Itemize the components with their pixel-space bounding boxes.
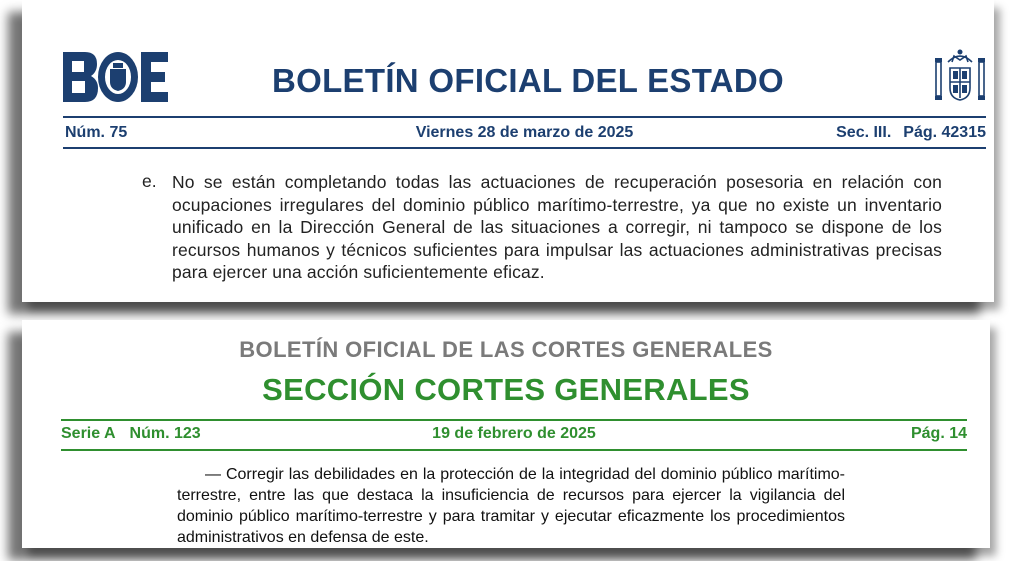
boe-logo-icon: [63, 52, 168, 102]
bocg-excerpt: [22, 320, 990, 548]
page-number: Pág. 14: [910, 425, 967, 442]
list-item: [142, 171, 942, 284]
series-label: Serie A: [61, 425, 116, 442]
header-rule-bottom: [61, 449, 967, 451]
bulletin-title: BOLETÍN OFICIAL DEL ESTADO: [272, 62, 784, 99]
section-label: Sec. III.: [836, 124, 892, 141]
issue-number: Núm. 75: [65, 124, 128, 141]
header-rule-top: [61, 419, 967, 421]
list-marker: e.: [142, 171, 157, 191]
section-title: SECCIÓN CORTES GENERALES: [262, 372, 750, 407]
header-meta: [63, 124, 986, 144]
header-rule-bottom: [63, 147, 986, 149]
issue-number: Núm. 123: [129, 425, 201, 442]
issue-date: 19 de febrero de 2025: [432, 425, 596, 442]
boe-excerpt: [22, 0, 994, 302]
page-number: Pág. 42315: [903, 124, 986, 141]
bulletin-title: BOLETÍN OFICIAL DE LAS CORTES GENERALES: [239, 337, 773, 362]
header-meta: [61, 425, 967, 445]
paragraph: No se están completando todas las actuaciones de recuperación posesoria en relación con ocupaciones irregulares del dominio público marítimo-terrestre, ya que no existe un inventario unificado en la Dirección General de las situaciones a corregir, ni tampoco se dispone de los recursos humanos y técnicos suficientes para impulsar las actuaciones administrativas precisas para ejercer una acción suficientemente eficaz.: [172, 172, 942, 282]
header-rule-top: [63, 116, 986, 118]
coat-of-arms-icon: [934, 48, 986, 106]
paragraph: — Corregir las debilidades en la protección de la integridad del dominio público marítimo-terrestre, entre las que destaca la insuficiencia de recursos para ejercer la vigilancia del dominio público marítimo-terrestre y para tramitar y ejecutar eficazmente los procedimientos administrativos en defensa de este.: [177, 466, 845, 546]
section-page: [836, 124, 986, 142]
issue-date: Viernes 28 de marzo de 2025: [415, 124, 634, 141]
